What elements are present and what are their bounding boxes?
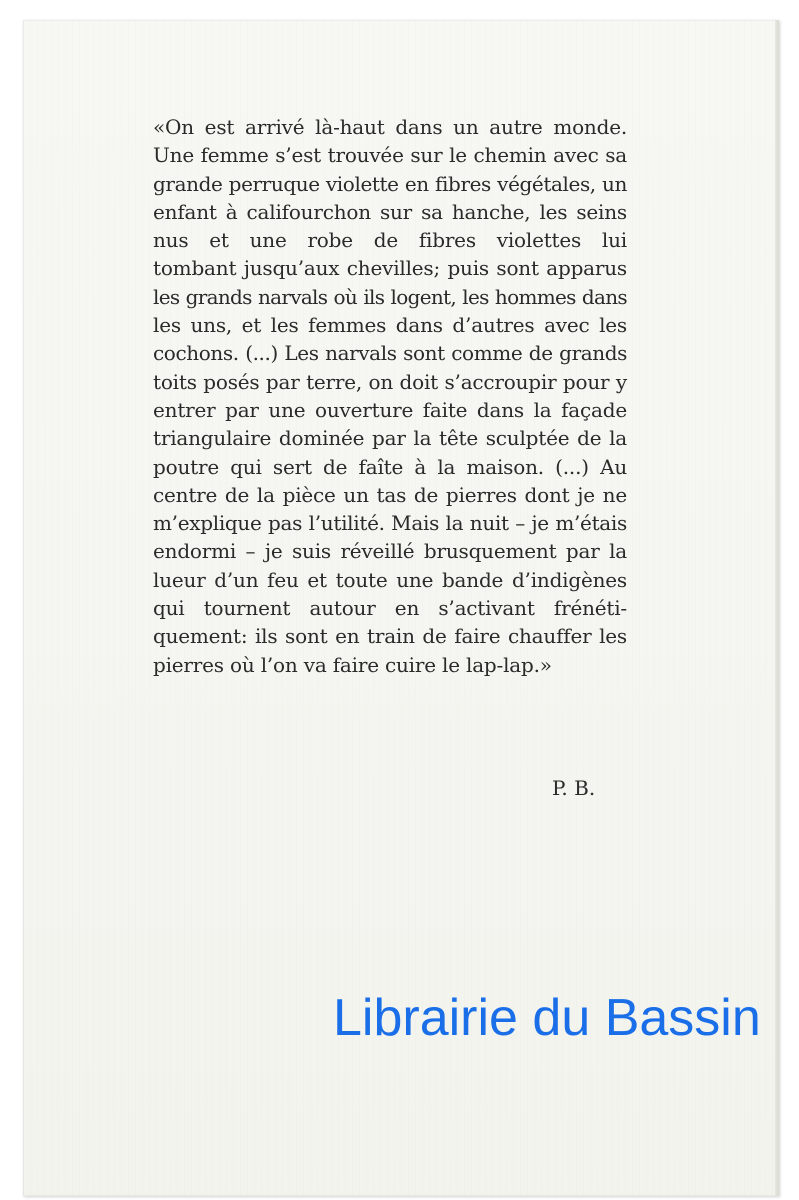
quote-line: endormi – je suis réveillé brusquement par la	[153, 539, 627, 564]
quote-line: nus et une robe de fibres violettes lui	[153, 228, 627, 253]
quote-line: centre de la pièce un tas de pierres dont je ne	[153, 482, 627, 507]
quote-line: Une femme s’est trouvée sur le chemin avec sa	[153, 143, 627, 168]
quote-line: m’explique pas l’utilité. Mais la nuit – je m’étais	[153, 511, 627, 536]
book-page-edge	[775, 20, 779, 1196]
quote-line: toits posés par terre, on doit s’accroupir pour y	[153, 369, 627, 394]
quote-text-block	[153, 113, 627, 679]
quote-line: tombant jusqu’aux chevilles; puis sont apparus	[153, 256, 627, 281]
quote-line: «On est arrivé là-haut dans un autre monde.	[153, 115, 627, 139]
quote-line: entrer par une ouverture faite dans la façade	[153, 397, 627, 422]
quote-line: quement: ils sont en train de faire chauffer les	[153, 624, 627, 649]
quote-line: les uns, et les femmes dans d’autres avec les	[153, 313, 627, 338]
author-initials: P. B.	[552, 776, 596, 800]
quote-line: poutre qui sert de faîte à la maison. (...) Au	[153, 454, 627, 479]
quote-line: lueur d’un feu et toute une bande d’indigènes	[153, 567, 627, 592]
seller-watermark: Librairie du Bassin	[333, 989, 761, 1047]
quote-line: cochons. (...) Les narvals sont comme de grands	[153, 341, 627, 366]
quote-line: grande perruque violette en fibres végétales, un	[153, 171, 627, 196]
quote-line: qui tournent autour en s’activant frénéti-	[153, 596, 627, 621]
quote-line: les grands narvals où ils logent, les hommes dans	[153, 284, 627, 309]
quote-line: enfant à califourchon sur sa hanche, les seins	[153, 199, 627, 224]
quote-line: triangulaire dominée par la tête sculptée de la	[153, 426, 627, 451]
quote-line-last: pierres où l’on va faire cuire le lap-lap.»	[153, 652, 552, 677]
